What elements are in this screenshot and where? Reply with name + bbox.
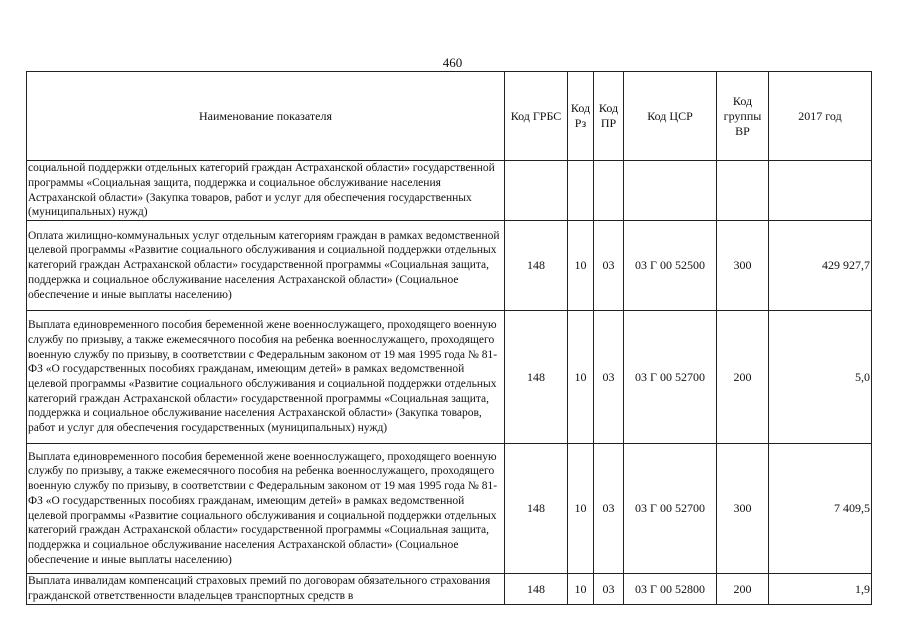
table-header-row (27, 72, 872, 161)
cell-csr: 03 Г 00 52500 (624, 221, 717, 311)
cell-amount: 429 927,7 (769, 221, 872, 311)
cell-name: Выплата единовременного пособия беременной жене военнослужащего, проходящего военную службу по призыву, а также ежемесячного пособия на ребенка военнослужащего, проходящего военную службу по призыву, в соответствии с Федеральным законом от 19 мая 1995 года № 81-ФЗ «О государственных пособиях гражданам, имеющим детей» в рамках ведомственной целевой программы «Развитие социального обслуживания и социальной поддержки отдельных категорий граждан Астраханской области» государственной программы «Социальная защита, поддержка и социальное обслуживание населения Астраханской области» (Закупка товаров, работ и услуг для обеспечения государственных (муниципальных) нужд) (27, 311, 505, 444)
cell-amount (769, 161, 872, 221)
table-row (27, 161, 872, 221)
page-number: 460 (442, 55, 463, 70)
table-row (27, 311, 872, 444)
cell-pr: 03 (594, 221, 624, 311)
header-year: 2017 год (769, 72, 872, 161)
cell-rz: 10 (568, 574, 594, 605)
cell-grbs: 148 (505, 444, 568, 574)
header-rz: Код Рз (568, 72, 594, 161)
cell-name: Выплата инвалидам компенсаций страховых премий по договорам обязательного страхования гражданской ответственности владельцев транспортных средств в (27, 574, 505, 605)
cell-csr: 03 Г 00 52700 (624, 444, 717, 574)
cell-pr: 03 (594, 444, 624, 574)
header-pr: Код ПР (594, 72, 624, 161)
cell-vr: 200 (717, 311, 769, 444)
cell-vr: 300 (717, 444, 769, 574)
header-csr: Код ЦСР (624, 72, 717, 161)
cell-rz: 10 (568, 221, 594, 311)
budget-table (26, 71, 872, 605)
header-vr: Код группы ВР (717, 72, 769, 161)
cell-rz (568, 161, 594, 221)
table-row (27, 221, 872, 311)
cell-name: Оплата жилищно-коммунальных услуг отдельным категориям граждан в рамках ведомственной целевой программы «Развитие социального обслуживания и социальной поддержки отдельных категорий граждан Астраханской области» государственной программы «Социальная защита, поддержка и социальное обслуживание населения Астраханской области» (Социальное обеспечение и иные выплаты населению) (27, 221, 505, 311)
cell-grbs: 148 (505, 221, 568, 311)
cell-amount: 7 409,5 (769, 444, 872, 574)
cell-amount: 1,9 (769, 574, 872, 605)
cell-csr: 03 Г 00 52700 (624, 311, 717, 444)
table-row (27, 574, 872, 605)
header-name: Наименование показателя (27, 72, 505, 161)
cell-vr: 200 (717, 574, 769, 605)
cell-name: социальной поддержки отдельных категорий граждан Астраханской области» государственной программы «Социальная защита, поддержка и социальное обслуживание населения Астраханской области» (Закупка товаров, работ и услуг для обеспечения государственных (муниципальных) нужд) (27, 161, 505, 221)
cell-vr (717, 161, 769, 221)
cell-rz: 10 (568, 444, 594, 574)
cell-csr: 03 Г 00 52800 (624, 574, 717, 605)
header-grbs: Код ГРБС (505, 72, 568, 161)
cell-pr: 03 (594, 574, 624, 605)
cell-name: Выплата единовременного пособия беременной жене военнослужащего, проходящего военную службу по призыву, а также ежемесячного пособия на ребенка военнослужащего, проходящего военную службу по призыву, в соответствии с Федеральным законом от 19 мая 1995 года № 81-ФЗ «О государственных пособиях гражданам, имеющим детей» в рамках ведомственной целевой программы «Развитие социального обслуживания и социальной поддержки отдельных категорий граждан Астраханской области» государственной программы «Социальная защита, поддержка и социальное обслуживание населения Астраханской области» (Социальное обеспечение и иные выплаты населению) (27, 444, 505, 574)
cell-amount: 5,0 (769, 311, 872, 444)
cell-grbs: 148 (505, 574, 568, 605)
cell-pr: 03 (594, 311, 624, 444)
cell-grbs: 148 (505, 311, 568, 444)
cell-pr (594, 161, 624, 221)
cell-vr: 300 (717, 221, 769, 311)
cell-grbs (505, 161, 568, 221)
table-row (27, 444, 872, 574)
cell-csr (624, 161, 717, 221)
cell-rz: 10 (568, 311, 594, 444)
